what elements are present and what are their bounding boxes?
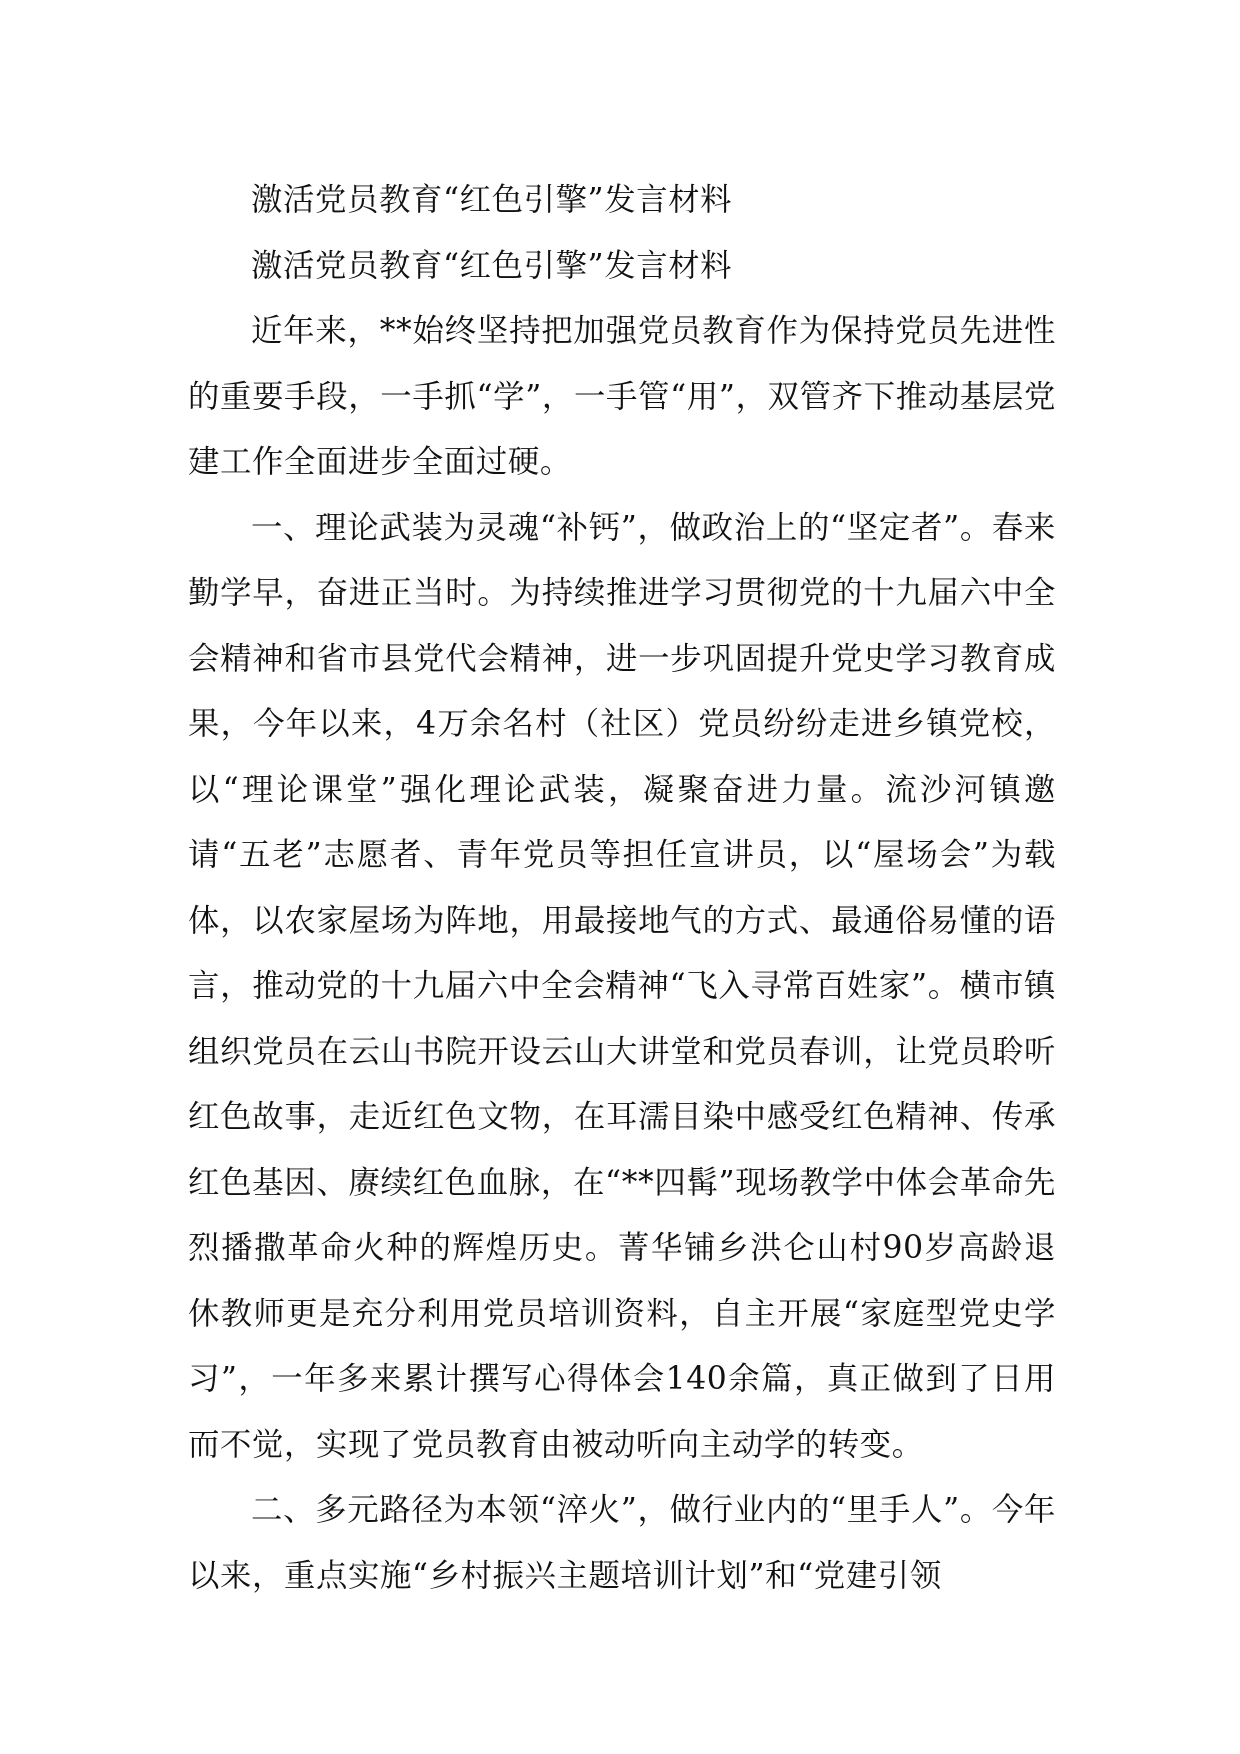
document-title-line-2: 激活党员教育“红色引擎”发言材料 — [251, 247, 733, 284]
document-title-line-1: 激活党员教育“红色引擎”发言材料 — [251, 182, 733, 218]
paragraph-section-2: 二、多元路径为本领“淬火”，做行业内的“里手人”。今年以来，重点实施“乡村振兴主题培训计划”和“党建引领 — [188, 1492, 1056, 1594]
document-body — [188, 168, 1056, 1609]
paragraph-section-1: 一、理论武装为灵魂“补钙”，做政治上的“坚定者”。春来勤学早，奋进正当时。为持续推进学习贯彻党的十九届六中全会精神和省市县党代会精神，进一步巩固提升党史学习教育成果，今年以来，4万余名村（社区）党员纷纷走进乡镇党校，以“理论课堂”强化理论武装，凝聚奋进力量。流沙河镇邀请“五老”志愿者、青年党员等担任宣讲员，以“屋场会”为载体，以农家屋场为阵地，用最接地气的方式、最通俗易懂的语言，推动党的十九届六中全会精神“飞入寻常百姓家”。横市镇组织党员在云山书院开设云山大讲堂和党员春训，让党员聆听红色故事，走近红色文物，在耳濡目染中感受红色精神、传承红色基因、赓续红色血脉，在“**四髯”现场教学中体会革命先烈播撒革命火种的辉煌历史。菁华铺乡洪仑山村90岁高龄退休教师更是充分利用党员培训资料，自主开展“家庭型党史学习”，一年多来累计撰写心得体会140余篇，真正做到了日用而不觉，实现了党员教育由被动听向主动学的转变。 — [188, 509, 1056, 1463]
paragraph-intro: 近年来，**始终坚持把加强党员教育作为保持党员先进性的重要手段，一手抓“学”，一手管“用”，双管齐下推动基层党建工作全面进步全面过硬。 — [188, 313, 1056, 480]
